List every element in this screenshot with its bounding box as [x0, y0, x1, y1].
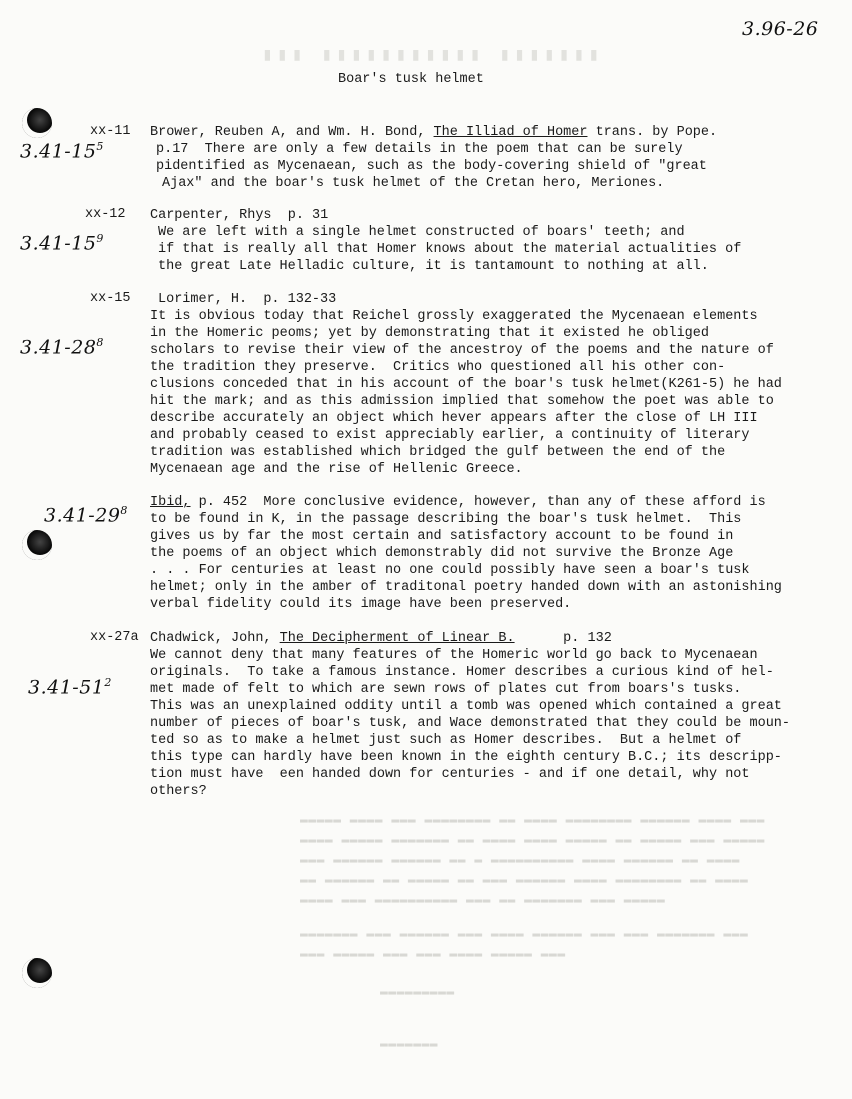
- entry-line: originals. To take a famous instance. Homer describes a curious kind of hel-: [150, 665, 774, 680]
- bleed-through-heading: ▮▮▮ ▮▮▮▮▮▮▮▮▮▮▮ ▮▮▮▮▮▮▮: [262, 46, 604, 66]
- entry-line: scholars to revise their view of the ancestroy of the poems and the nature of: [150, 343, 774, 358]
- entry-heading: Carpenter, Rhys p. 31: [150, 208, 329, 223]
- bleed-through-text: ▬▬▬▬▬▬▬▬▬: [380, 984, 455, 999]
- entry-line: We are left with a single helmet constructed of boars' teeth; and: [158, 225, 685, 240]
- entry-line: the poems of an object which demonstrably did not survive the Bronze Age: [150, 546, 734, 561]
- margin-note: $3.41-29^8$: [44, 504, 128, 527]
- punch-hole: [22, 108, 52, 138]
- entry-line: helmet; only in the amber of traditonal poetry handed down with an astonishing: [150, 580, 782, 595]
- bleed-through-text: ▬▬▬▬ ▬▬▬ ▬▬▬▬▬▬▬▬▬▬ ▬▬▬ ▬▬ ▬▬▬▬▬▬▬ ▬▬▬ ▬▬▬▬▬: [300, 892, 666, 907]
- bleed-through-text: ▬▬▬▬▬▬▬: [380, 1036, 439, 1051]
- entry-line: this type can hardly have been known in the eighth century B.C.; its descripp-: [150, 750, 782, 765]
- page-number: 3.96-26: [742, 18, 819, 40]
- entry-line: . . . For centuries at least no one could possibly have seen a boar's tusk: [150, 563, 750, 578]
- entry-code: xx-27a: [90, 630, 139, 645]
- entry-line: tion must have een handed down for centuries - and if one detail, why not: [150, 767, 750, 782]
- punch-hole: [22, 958, 52, 988]
- entry-line: if that is really all that Homer knows about the material actualities of: [158, 242, 742, 257]
- entry-line: This was an unexplained oddity until a tomb was opened which contained a great: [150, 699, 782, 714]
- entry-line: to be found in K, in the passage describing the boar's tusk helmet. This: [150, 512, 742, 527]
- entry-line: gives us by far the most certain and satisfactory account to be found in: [150, 529, 734, 544]
- entry-line: We cannot deny that many features of the Homeric world go back to Mycenaean: [150, 648, 758, 663]
- entry-line: met made of felt to which are sewn rows of plates cut from boars's tusks.: [150, 682, 742, 697]
- bleed-through-text: ▬▬▬ ▬▬▬▬▬▬ ▬▬▬▬▬▬ ▬▬ ▬ ▬▬▬▬▬▬▬▬▬▬ ▬▬▬▬ ▬▬▬▬▬▬ ▬▬ ▬▬▬▬: [300, 852, 740, 867]
- entry-code: xx-15: [90, 291, 131, 306]
- entry-line: ted so as to make a helmet just such as Homer describes. But a helmet of: [150, 733, 742, 748]
- entry-code: xx-11: [90, 124, 131, 139]
- entry-heading: Chadwick, John, The Decipherment of Linear B. p. 132: [150, 631, 612, 646]
- bleed-through-text: ▬▬▬▬▬ ▬▬▬▬ ▬▬▬ ▬▬▬▬▬▬▬▬ ▬▬ ▬▬▬▬ ▬▬▬▬▬▬▬▬ ▬▬▬▬▬▬ ▬▬▬▬ ▬▬▬: [300, 812, 765, 827]
- entry-code: xx-12: [85, 207, 126, 222]
- punch-hole: [22, 530, 52, 560]
- margin-note: $3.41-15^5$: [20, 140, 104, 163]
- bleed-through-text: ▬▬▬▬ ▬▬▬▬▬ ▬▬▬▬▬▬▬ ▬▬ ▬▬▬▬ ▬▬▬▬ ▬▬▬▬▬ ▬▬ ▬▬▬▬▬ ▬▬▬ ▬▬▬▬▬: [300, 832, 765, 847]
- margin-note: $3.41-28^8$: [20, 336, 104, 359]
- bleed-through-text: ▬▬▬ ▬▬▬▬▬ ▬▬▬ ▬▬▬ ▬▬▬▬ ▬▬▬▬▬ ▬▬▬: [300, 946, 566, 961]
- entry-line: tradition was established which bridged the gulf between the end of the: [150, 445, 726, 460]
- entry-heading: Brower, Reuben A, and Wm. H. Bond, The Illiad of Homer trans. by Pope.: [150, 125, 718, 140]
- entry-heading: Ibid, p. 452 More conclusive evidence, however, than any of these afford is: [150, 495, 766, 510]
- entry-line: the great Late Helladic culture, it is tantamount to nothing at all.: [158, 259, 709, 274]
- entry-line: in the Homeric peoms; yet by demonstrating that it existed he obliged: [150, 326, 709, 341]
- entry-line: clusions conceded that in his account of the boar's tusk helmet(K261-5) he had: [150, 377, 782, 392]
- entry-line: Mycenaean age and the rise of Hellenic Greece.: [150, 462, 523, 477]
- bleed-through-text: ▬▬ ▬▬▬▬▬▬ ▬▬ ▬▬▬▬▬ ▬▬ ▬▬▬ ▬▬▬▬▬▬ ▬▬▬▬ ▬▬▬▬▬▬▬▬ ▬▬ ▬▬▬▬: [300, 872, 749, 887]
- entry-line: Ajax" and the boar's tusk helmet of the Cretan hero, Meriones.: [162, 176, 665, 191]
- bleed-through-text: ▬▬▬▬▬▬▬ ▬▬▬ ▬▬▬▬▬▬ ▬▬▬ ▬▬▬▬ ▬▬▬▬▬▬ ▬▬▬ ▬▬▬ ▬▬▬▬▬▬▬ ▬▬▬: [300, 926, 749, 941]
- entry-line: others?: [150, 784, 207, 799]
- margin-note: $3.41-51^2$: [28, 676, 112, 699]
- entry-line: p.17 There are only a few details in the poem that can be surely: [156, 142, 683, 157]
- entry-heading: Lorimer, H. p. 132-33: [158, 292, 337, 307]
- entry-line: number of pieces of boar's tusk, and Wace demonstrated that they could be moun-: [150, 716, 791, 731]
- entry-line: It is obvious today that Reichel grossly exaggerated the Mycenaean elements: [150, 309, 758, 324]
- entry-line: describe accurately an object which hever appears after the close of LH III: [150, 411, 758, 426]
- margin-note: $3.41-15^9$: [20, 232, 104, 255]
- entry-line: the tradition they preserve. Critics who questioned all his other con-: [150, 360, 726, 375]
- entry-line: pidentified as Mycenaean, such as the body-covering shield of "great: [156, 159, 707, 174]
- entry-line: verbal fidelity could its image have been preserved.: [150, 597, 572, 612]
- entry-line: and probably ceased to exist appreciably earlier, a continuity of literary: [150, 428, 750, 443]
- entry-line: hit the mark; and as this admission implied that somehow the poet was able to: [150, 394, 774, 409]
- page-title: Boar's tusk helmet: [338, 72, 484, 87]
